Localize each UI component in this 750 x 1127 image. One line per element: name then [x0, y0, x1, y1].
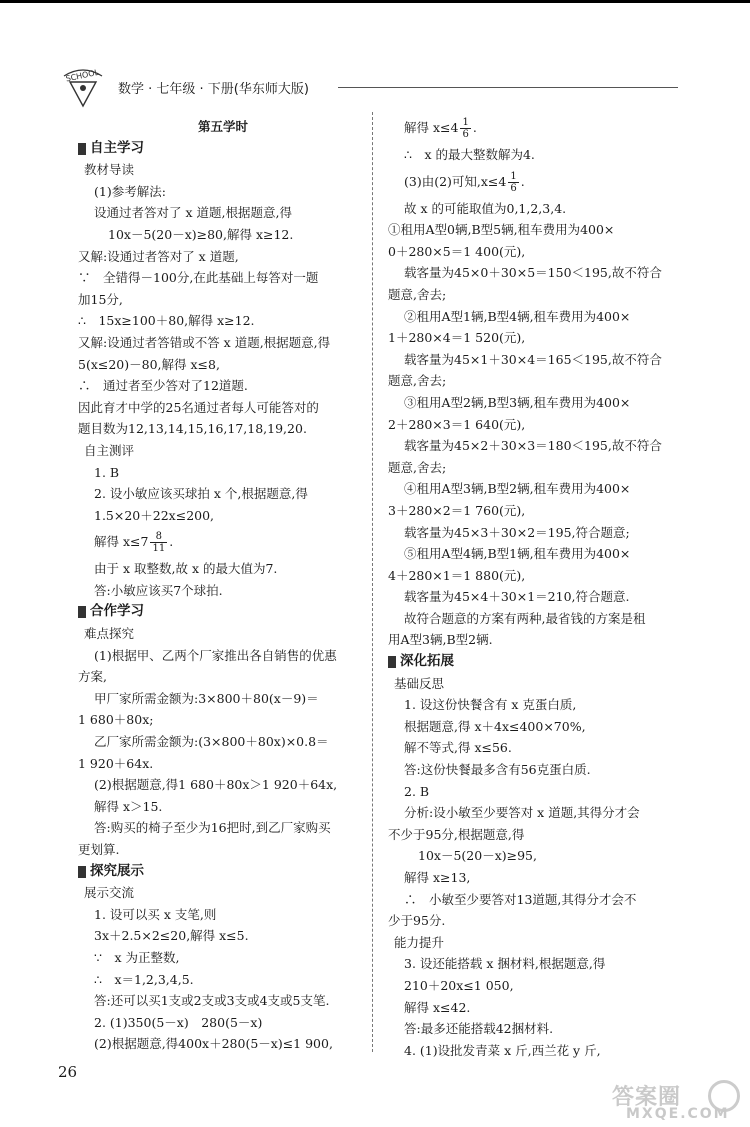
text-line: 用A型3辆,B型2辆.: [388, 632, 493, 648]
heading-deepen: 深化拓展: [388, 651, 688, 673]
text-line: 少于95分.: [388, 913, 446, 929]
text-line: 4. (1)设批发青菜 x 斤,西兰花 y 斤,: [404, 1042, 601, 1058]
text-line: ∴ x 的最大整数解为4.: [404, 147, 535, 162]
text-line: ③租用A型2辆,B型3辆,租车费用为400×: [404, 394, 631, 410]
text-line: 由于 x 取整数,故 x 的最大值为7.: [94, 561, 278, 577]
header-rule: [338, 87, 678, 88]
text-line: 分析:设小敏至少要答对 x 道题,其得分才会: [404, 805, 640, 821]
text-line: 1. 设这份快餐含有 x 克蛋白质,: [404, 697, 577, 713]
fraction-numerator: 8: [150, 531, 167, 543]
text-prefix: (3)由(2)可知,x≤4: [404, 173, 507, 189]
text-line: 5(x≤20)－80,解得 x≤8,: [78, 356, 220, 372]
right-column: [388, 112, 688, 1061]
fraction-numerator: 1: [510, 170, 517, 182]
text-line: 题意,舍去;: [388, 286, 447, 302]
text-line: (1)根据甲、乙两个厂家推出各自销售的优惠: [94, 647, 337, 663]
subheading-test: 自主测评: [84, 442, 135, 458]
text-line: 根据题意,得 x＋4x≤400×70%,: [404, 718, 586, 734]
text-suffix: .: [472, 120, 477, 135]
top-border: [0, 0, 750, 3]
fraction-line: [78, 526, 368, 558]
text-line: 解不等式,得 x≤56.: [404, 740, 512, 756]
text-line: 载客量为45×4＋30×1＝210,符合题意.: [404, 589, 630, 605]
text-line: 0＋280×5＝1 400(元),: [388, 243, 526, 259]
text-line: 答:小敏应该买7个球拍.: [94, 582, 223, 598]
fraction-denominator: 6: [510, 182, 517, 194]
text-line: 1 920＋64x.: [78, 755, 154, 771]
text-line: 设通过者答对了 x 道题,根据题意,得: [94, 205, 292, 221]
heading-explore: 探究展示: [78, 861, 368, 883]
fraction-line: [388, 166, 688, 198]
watermark-top-text: 答案圈: [612, 1085, 682, 1110]
text-line: ②租用A型1辆,B型4辆,租车费用为400×: [404, 308, 631, 324]
page-header: [56, 62, 676, 106]
text-line: 1 680＋80x;: [78, 712, 154, 728]
subheading-difficulty: 难点探究: [84, 626, 135, 642]
text-line: ∵ x 为正整数,: [94, 949, 180, 965]
text-line: 10x－5(20－x)≥95,: [418, 848, 537, 864]
text-line: 2. 设小敏应该买球拍 x 个,根据题意,得: [94, 486, 308, 502]
text-line: ∵ 全错得－100分,在此基础上每答对一题: [78, 270, 319, 286]
page-number: 26: [58, 1063, 78, 1081]
text-line: 3x＋2.5×2≤20,解得 x≤5.: [94, 928, 249, 944]
text-line: (2)根据题意,得400x＋280(5－x)≤1 900,: [94, 1036, 333, 1052]
text-line: 4＋280×1＝1 880(元),: [388, 567, 526, 583]
watermark: [612, 1080, 744, 1124]
fraction-line: [388, 112, 688, 144]
text-line: 10x－5(20－x)≥80,解得 x≥12.: [108, 226, 294, 242]
subheading-basic: 基础反思: [394, 675, 445, 691]
text-line: 题意,舍去;: [388, 459, 447, 475]
text-line: 因此育才中学的25名通过者每人可能答对的: [78, 399, 319, 415]
text-line: 载客量为45×0＋30×5＝150＜195,故不符合: [404, 265, 662, 281]
text-prefix: 解得 x≤4: [404, 120, 459, 135]
text-line: ∴ 15x≥100＋80,解得 x≥12.: [78, 313, 255, 329]
subheading-ability: 能力提升: [394, 934, 445, 950]
text-line: 答:最多还能搭载42捆材料.: [404, 1021, 554, 1037]
text-line: 故 x 的可能取值为0,1,2,3,4.: [404, 200, 567, 216]
text-line: 加15分,: [78, 291, 123, 307]
text-line: ①租用A型0辆,B型5辆,租车费用为400×: [388, 222, 615, 238]
section-title: 第五学时: [197, 119, 248, 134]
logo-text: SCHOOL: [64, 67, 100, 84]
text-line: 方案,: [78, 669, 107, 685]
text-prefix: 解得 x≤7: [94, 534, 149, 550]
text-line: 3＋280×2＝1 760(元),: [388, 502, 526, 518]
text-line: ④租用A型3辆,B型2辆,租车费用为400×: [404, 481, 631, 497]
text-line: ∴ x＝1,2,3,4,5.: [94, 971, 194, 987]
text-line: 1＋280×4＝1 520(元),: [388, 330, 526, 346]
text-line: 又解:设通过者答对了 x 道题,: [78, 248, 239, 264]
text-line: 解得 x≥13,: [404, 870, 471, 885]
text-line: 又解:设通过者答错或不答 x 道题,根据题意,得: [78, 334, 331, 350]
text-line: 乙厂家所需金额为:(3×800＋80x)×0.8＝: [94, 734, 329, 750]
text-line: 2. B: [404, 783, 430, 799]
watermark-bottom-text: MXQE.COM: [626, 1106, 730, 1122]
text-line: 1.5×20＋22x≤200,: [94, 507, 215, 523]
text-line: 210＋20x≤1 050,: [404, 977, 514, 993]
text-line: 解得 x≤42.: [404, 999, 471, 1015]
book-title: 数学 · 七年级 · 下册(华东师大版): [118, 82, 309, 97]
text-line: 1. 设可以买 x 支笔,则: [94, 906, 217, 922]
text-line: 题意,舍去;: [388, 373, 447, 389]
text-line: 答:这份快餐最多含有56克蛋白质.: [404, 762, 591, 778]
fraction-denominator: 11: [152, 543, 166, 555]
column-divider: [372, 112, 373, 1052]
text-line: 甲厂家所需金额为:3×800＋80(x－9)＝: [94, 690, 319, 706]
text-line: (2)根据题意,得1 680＋80x＞1 920＋64x,: [94, 777, 338, 793]
subheading-reading: 教材导读: [84, 162, 135, 178]
text-line: 更划算.: [78, 842, 120, 857]
text-line: 答:购买的椅子至少为16把时,到乙厂家购买: [94, 820, 331, 836]
fraction-numerator: 1: [462, 117, 469, 128]
text-line: 解得 x＞15.: [94, 798, 163, 814]
text-line: ⑤租用A型4辆,B型1辆,租车费用为400×: [404, 546, 631, 562]
text-line: 3. 设还能搭载 x 捆材料,根据题意,得: [404, 956, 606, 972]
fraction: [150, 531, 167, 554]
text-line: 故符合题意的方案有两种,最省钱的方案是租: [404, 610, 646, 626]
text-line: 2＋280×3＝1 640(元),: [388, 416, 526, 432]
text-line: 载客量为45×2＋30×3＝180＜195,故不符合: [404, 438, 662, 454]
text-suffix: .: [169, 534, 174, 550]
text-line: 答:还可以买1支或2支或3支或4支或5支笔.: [94, 993, 330, 1009]
left-column: [78, 116, 368, 1055]
text-line: ∴ 通过者至少答对了12道题.: [78, 378, 248, 394]
text-line: 2. (1)350(5－x) 280(5－x): [94, 1014, 263, 1030]
text-line: 1. B: [94, 464, 120, 480]
fraction: [460, 117, 470, 140]
subheading-exchange: 展示交流: [84, 885, 135, 901]
fraction-denominator: 6: [462, 129, 469, 140]
text-line: 载客量为45×1＋30×4＝165＜195,故不符合: [404, 351, 662, 367]
text-line: ∴ 小敏至少要答对13道题,其得分才会不: [404, 891, 637, 907]
fraction: [508, 171, 518, 194]
heading-cooperative: 合作学习: [78, 601, 368, 623]
text-line: 题目数为12,13,14,15,16,17,18,19,20.: [78, 421, 307, 437]
text-suffix: .: [520, 173, 525, 189]
text-line: 不少于95分,根据题意,得: [388, 826, 525, 842]
text-line: (1)参考解法:: [94, 183, 166, 199]
school-logo-icon: [56, 62, 110, 110]
text-line: 载客量为45×3＋30×2＝195,符合题意;: [404, 524, 630, 540]
heading-self-study: 自主学习: [78, 138, 368, 160]
